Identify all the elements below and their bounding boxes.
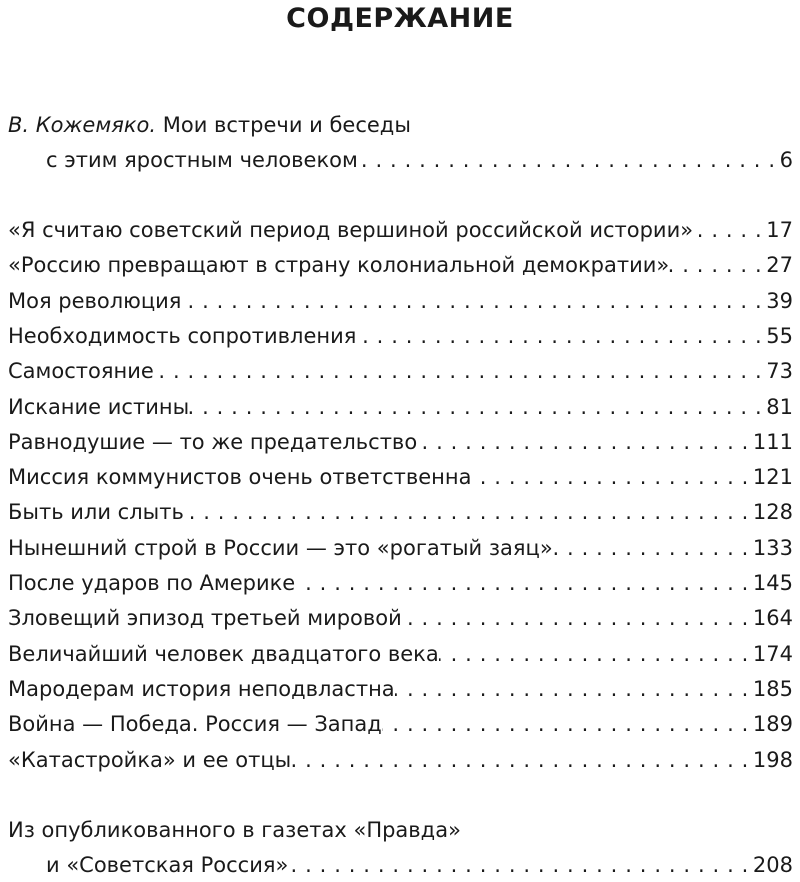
- toc-entry-title: Необходимость сопротивления: [8, 323, 357, 348]
- toc-entry-title: Моя революция: [8, 288, 182, 313]
- toc-entry: [8, 319, 793, 353]
- leader-dots: [553, 531, 753, 565]
- toc-entry-title: Миссия коммунистов очень ответственна: [8, 465, 472, 490]
- leader-dots: [439, 637, 753, 671]
- leader-dots: [358, 143, 780, 177]
- toc-entry-page: 198: [752, 747, 793, 772]
- toc-entry: [8, 531, 793, 565]
- toc-entry-page: 185: [752, 676, 793, 701]
- leader-dots: [181, 284, 766, 318]
- leader-dots: [288, 848, 753, 882]
- toc-entry-page: 121: [752, 465, 793, 490]
- toc-entry-page: 145: [752, 571, 793, 595]
- toc-entry-title: Зловещий эпизод третьей мировой: [8, 606, 402, 631]
- toc-entry: [8, 566, 793, 600]
- page-title: СОДЕРЖАНИЕ: [286, 3, 514, 34]
- toc-entry-page: 189: [752, 712, 793, 737]
- toc-entry-page: 133: [752, 535, 793, 560]
- toc-entry-title: «Россию превращают в страну колониальной демократии»: [8, 253, 670, 278]
- toc-intro-page: 6: [779, 148, 793, 172]
- toc-entry-title: Искание истины: [8, 394, 190, 419]
- toc-appendix-page: 208: [752, 853, 793, 877]
- toc-appendix-title-part2: и «Советская Россия»: [46, 853, 289, 877]
- leader-dots: [189, 390, 766, 424]
- toc-entry: [8, 637, 793, 671]
- leader-dots: [356, 319, 766, 353]
- toc-entry-title: Война — Победа. Россия — Запад: [8, 712, 382, 737]
- toc-entry-page: 128: [752, 500, 793, 525]
- toc-entry-title: Равнодушие — то же предательство: [8, 429, 418, 454]
- toc-entry-title: «Я считаю советский период вершиной российской истории»: [8, 218, 694, 242]
- leader-dots: [417, 425, 753, 459]
- toc-entry-page: 81: [766, 394, 793, 419]
- toc-entry-page: 27: [766, 253, 793, 278]
- toc-entry-title: После ударов по Америке: [8, 571, 296, 595]
- toc-entry: [8, 601, 793, 635]
- toc-entry-title: Мародерам история неподвластна: [8, 676, 395, 701]
- toc-appendix-title-part1: Из опубликованного в газетах «Правда»: [8, 818, 461, 842]
- leader-dots: [154, 354, 766, 388]
- toc-entry: [8, 672, 793, 706]
- toc-entry-page: 164: [752, 606, 793, 631]
- toc-entry: [8, 495, 793, 529]
- toc-entry: [8, 390, 793, 424]
- leader-dots: [291, 743, 753, 777]
- toc-entry: [8, 707, 793, 741]
- toc-entry-page: 174: [752, 641, 793, 666]
- toc-intro-line2: [46, 143, 793, 177]
- leader-dots: [295, 566, 753, 600]
- toc-entry-title: Самостояние: [8, 359, 154, 384]
- toc-entry: [8, 284, 793, 318]
- toc-entry: [8, 213, 793, 247]
- leader-dots: [184, 495, 753, 529]
- leader-dots: [395, 672, 753, 706]
- toc-entry-page: 39: [766, 288, 793, 313]
- leader-dots: [693, 213, 766, 247]
- toc-intro-line1: [8, 108, 793, 142]
- toc-entry-title: Величайший человек двадцатого века: [8, 641, 439, 666]
- toc-entry-page: 17: [766, 218, 793, 242]
- leader-dots: [669, 248, 766, 282]
- toc-entry-page: 73: [766, 359, 793, 384]
- toc-entry: [8, 743, 793, 777]
- toc-entry: [8, 460, 793, 494]
- toc-entry: [8, 354, 793, 388]
- toc-intro-author: В. Кожемяко.: [8, 113, 157, 137]
- toc-entry-page: 55: [766, 323, 793, 348]
- toc-appendix-line2: [46, 848, 793, 882]
- leader-dots: [472, 460, 753, 494]
- toc-entry: [8, 425, 793, 459]
- toc-intro-title-part2: с этим яростным человеком: [46, 148, 358, 172]
- toc-entry-title: Быть или слыть: [8, 500, 184, 525]
- toc-intro-title-part1: Мои встречи и беседы: [156, 113, 411, 137]
- toc-entry-page: 111: [752, 429, 793, 454]
- toc-entry: [8, 248, 793, 282]
- toc-appendix-line1: [8, 813, 793, 847]
- toc-entry-title: Нынешний строй в России — это «рогатый заяц»: [8, 535, 553, 560]
- leader-dots: [402, 601, 753, 635]
- leader-dots: [382, 707, 753, 741]
- toc-entry-title: «Катастройка» и ее отцы: [8, 747, 292, 772]
